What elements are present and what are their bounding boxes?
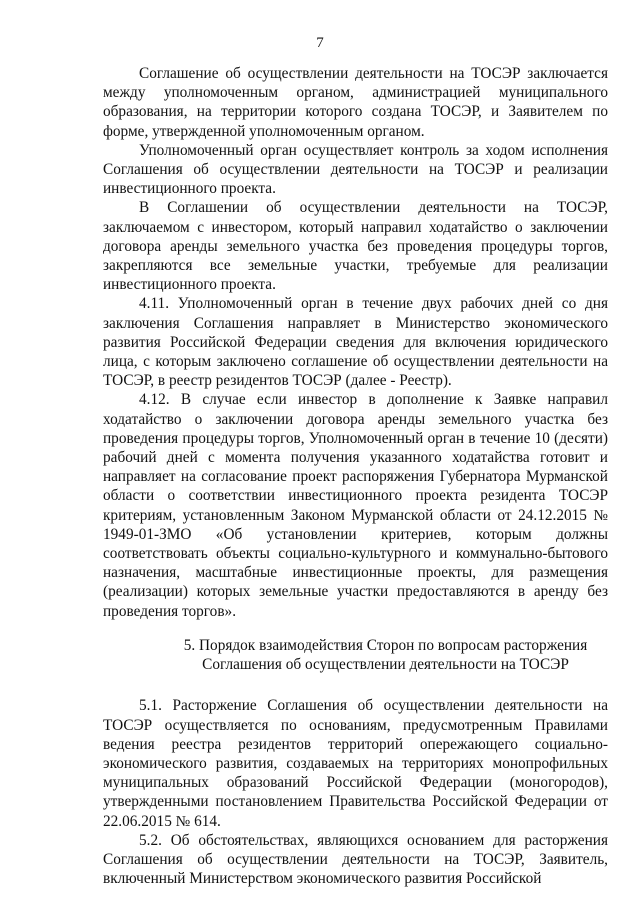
section-5-heading <box>103 636 608 674</box>
paragraph-control: Уполномоченный орган осуществляет контроль за ходом исполнения Соглашения об осуществлении деятельности на ТОСЭР и реализации инвестиционного проекта. <box>103 141 608 198</box>
paragraph-5-2: 5.2. Об обстоятельствах, являющихся основанием для расторжения Соглашения об осуществлении деятельности на ТОСЭР, Заявитель, включенный Министерством экономического развития Российской <box>103 831 608 888</box>
document-body <box>103 64 608 888</box>
paragraph-5-1: 5.1. Расторжение Соглашения об осуществлении деятельности на ТОСЭР осуществляется по основаниям, предусмотренным Правилами ведения реестра резидентов территорий опережающего социально-экономического развития, создаваемых на территориях монопрофильных муниципальных образований Российской Федерации (моногородов), утвержденными постановлением Правительства Российской Федерации от 22.06.2015 № 614. <box>103 697 608 830</box>
paragraph-4-11: 4.11. Уполномоченный орган в течение двух рабочих дней со дня заключения Соглашения направляет в Министерство экономического развития Российской Федерации сведения для включения юридического лица, с которым заключено соглашение об осуществлении деятельности на ТОСЭР, в реестр резидентов ТОСЭР (далее - Реестр). <box>103 295 608 390</box>
page-number: 7 <box>316 35 324 51</box>
paragraph-4-12: 4.12. В случае если инвестор в дополнение к Заявке направил ходатайство о заключении договора аренды земельного участка без проведения процедуры торгов, Уполномоченный орган в течение 10 (десяти) рабочий дней с момента получения указанного ходатайства готовит и направляет на согласование проект распоряжения Губернатора Мурманской области о соответствии инвестиционного проекта резидента ТОСЭР критериям, установленным Законом Мурманской области от 24.12.2015 № 1949-01-ЗМО «Об установлении критериев, которым должны соответствовать объекты социально-культурного и коммунально-бытового назначения, масштабные инвестиционные проекты, для размещения (реализации) которых земельные участки предоставляются в аренду без проведения торгов». <box>103 391 608 620</box>
paragraph-land-plots: В Соглашении об осуществлении деятельности на ТОСЭР, заключаемом с инвестором, который направил ходатайство о заключении договора аренды земельного участка без проведения процедуры торгов, закрепляются все земельные участки, требуемые для реализации инвестиционного проекта. <box>103 199 608 294</box>
section-5-heading-line-2: Соглашения об осуществлении деятельности на ТОСЭР <box>202 656 569 674</box>
section-5-heading-line-1: 5. Порядок взаимодействия Сторон по вопросам расторжения <box>183 636 588 654</box>
paragraph-agreement-parties: Соглашение об осуществлении деятельности на ТОСЭР заключается между уполномоченным органом, администрацией муниципального образования, на территории которого создана ТОСЭР, и Заявителем по форме, утвержденной уполномоченным органом. <box>103 65 608 140</box>
